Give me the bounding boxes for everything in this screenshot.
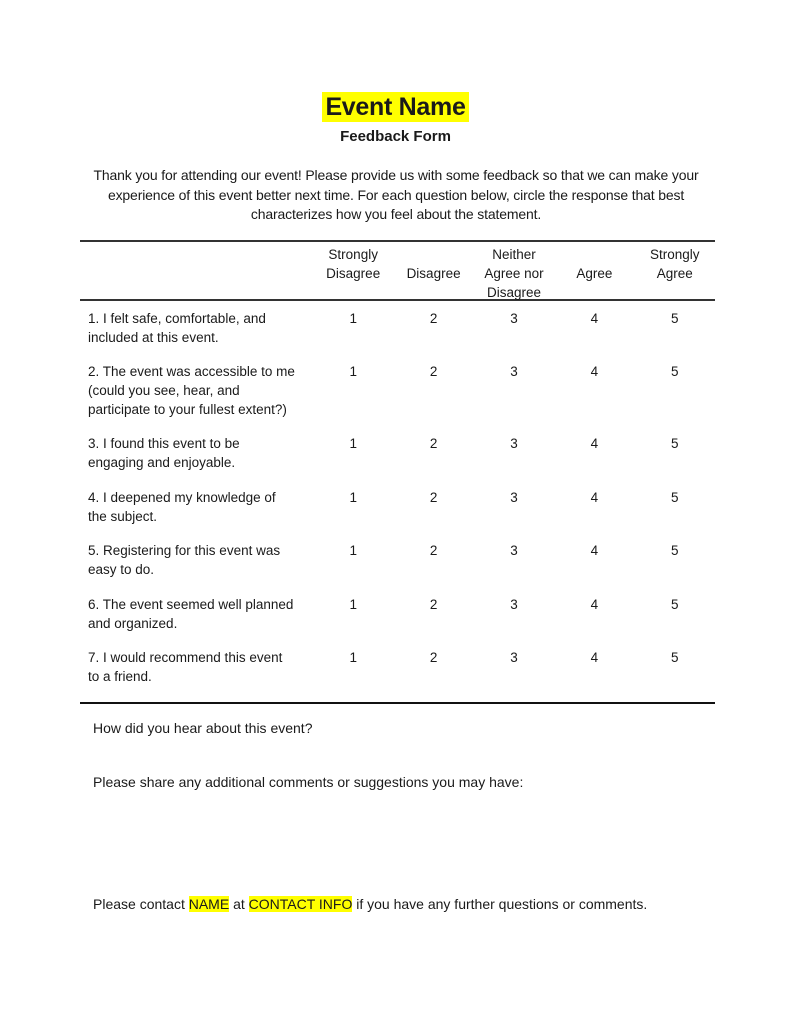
question-text: 3. I found this event to be engaging and enjoyable. (88, 436, 240, 470)
page-subtitle: Feedback Form (340, 128, 451, 145)
rating-option-2[interactable]: 2 (429, 436, 438, 451)
feedback-table (80, 240, 715, 704)
rating-option-4[interactable]: 4 (590, 596, 599, 612)
column-header-neither: Neither Agree nor Disagree (484, 247, 544, 300)
table-row (80, 648, 715, 702)
rating-option-5[interactable]: 5 (671, 311, 679, 326)
column-header-strongly-disagree: Strongly Disagree (326, 247, 381, 281)
page-title: Event Name (322, 92, 468, 122)
rating-option-4[interactable]: 4 (590, 364, 599, 379)
rating-option-5[interactable]: 5 (671, 364, 679, 379)
rating-option-4[interactable]: 4 (590, 543, 599, 558)
rating-option-1[interactable]: 1 (349, 543, 357, 558)
rating-option-3[interactable]: 3 (510, 596, 518, 612)
table-row (80, 434, 715, 488)
table-header (80, 242, 715, 301)
rating-option-4[interactable]: 4 (590, 650, 599, 665)
rating-option-1[interactable]: 1 (349, 364, 357, 379)
contact-info-placeholder: CONTACT INFO (248, 896, 353, 912)
rating-option-2[interactable]: 2 (429, 364, 438, 379)
rating-option-5[interactable]: 5 (671, 436, 679, 451)
rating-option-5[interactable]: 5 (671, 650, 679, 665)
title-wrap (0, 92, 791, 122)
rating-option-1[interactable]: 1 (349, 596, 357, 612)
question-text: 1. I felt safe, comfortable, and included at this event. (88, 311, 266, 345)
table-row (80, 309, 715, 362)
rating-option-5[interactable]: 5 (671, 489, 679, 505)
rating-option-3[interactable]: 3 (510, 364, 518, 379)
column-header-strongly-agree: Strongly Agree (649, 247, 700, 281)
rating-option-3[interactable]: 3 (510, 650, 518, 665)
rating-option-2[interactable]: 2 (429, 650, 438, 665)
column-header-agree: Agree (576, 266, 613, 281)
rating-option-3[interactable]: 3 (510, 543, 518, 558)
rating-option-2[interactable]: 2 (429, 596, 438, 612)
hear-about-question: How did you hear about this event? (93, 720, 313, 736)
rating-option-3[interactable]: 3 (510, 436, 518, 451)
question-text: 5. Registering for this event was easy to do. (88, 543, 281, 577)
rating-option-5[interactable]: 5 (671, 543, 679, 558)
rating-option-4[interactable]: 4 (590, 489, 599, 505)
table-row (80, 362, 715, 434)
column-header-disagree: Disagree (406, 266, 461, 281)
rating-option-2[interactable]: 2 (429, 311, 438, 326)
table-row (80, 595, 715, 649)
rating-option-4[interactable]: 4 (590, 311, 599, 326)
rating-option-4[interactable]: 4 (590, 436, 599, 451)
question-text: 7. I would recommend this event to a friend. (88, 650, 283, 684)
question-text: 2. The event was accessible to me (could you see, hear, and participate to your fullest extent?) (88, 364, 295, 417)
comments-question: Please share any additional comments or suggestions you may have: (93, 774, 524, 790)
rating-option-3[interactable]: 3 (510, 489, 518, 505)
question-text: 6. The event seemed well planned and organized. (88, 596, 294, 631)
rating-option-5[interactable]: 5 (671, 596, 679, 612)
question-text: 4. I deepened my knowledge of the subject. (88, 489, 276, 524)
rating-option-1[interactable]: 1 (349, 436, 357, 451)
contact-name-placeholder: NAME (188, 896, 230, 912)
contact-line: Please contact NAME at CONTACT INFO if you have any further questions or comments. (93, 896, 648, 912)
intro-paragraph: Thank you for attending our event! Please provide us with some feedback so that we can make your experience of this event better next time. For each question below, circle the response that best characterizes how you feel about the statement. (93, 167, 699, 222)
rating-option-3[interactable]: 3 (510, 311, 518, 326)
table-row (80, 488, 715, 542)
table-row (80, 541, 715, 595)
rating-option-1[interactable]: 1 (349, 489, 357, 505)
rating-option-1[interactable]: 1 (349, 311, 357, 326)
rating-option-2[interactable]: 2 (429, 543, 438, 558)
rating-option-1[interactable]: 1 (349, 650, 357, 665)
rating-option-2[interactable]: 2 (429, 489, 438, 505)
question-column-header (80, 242, 313, 299)
